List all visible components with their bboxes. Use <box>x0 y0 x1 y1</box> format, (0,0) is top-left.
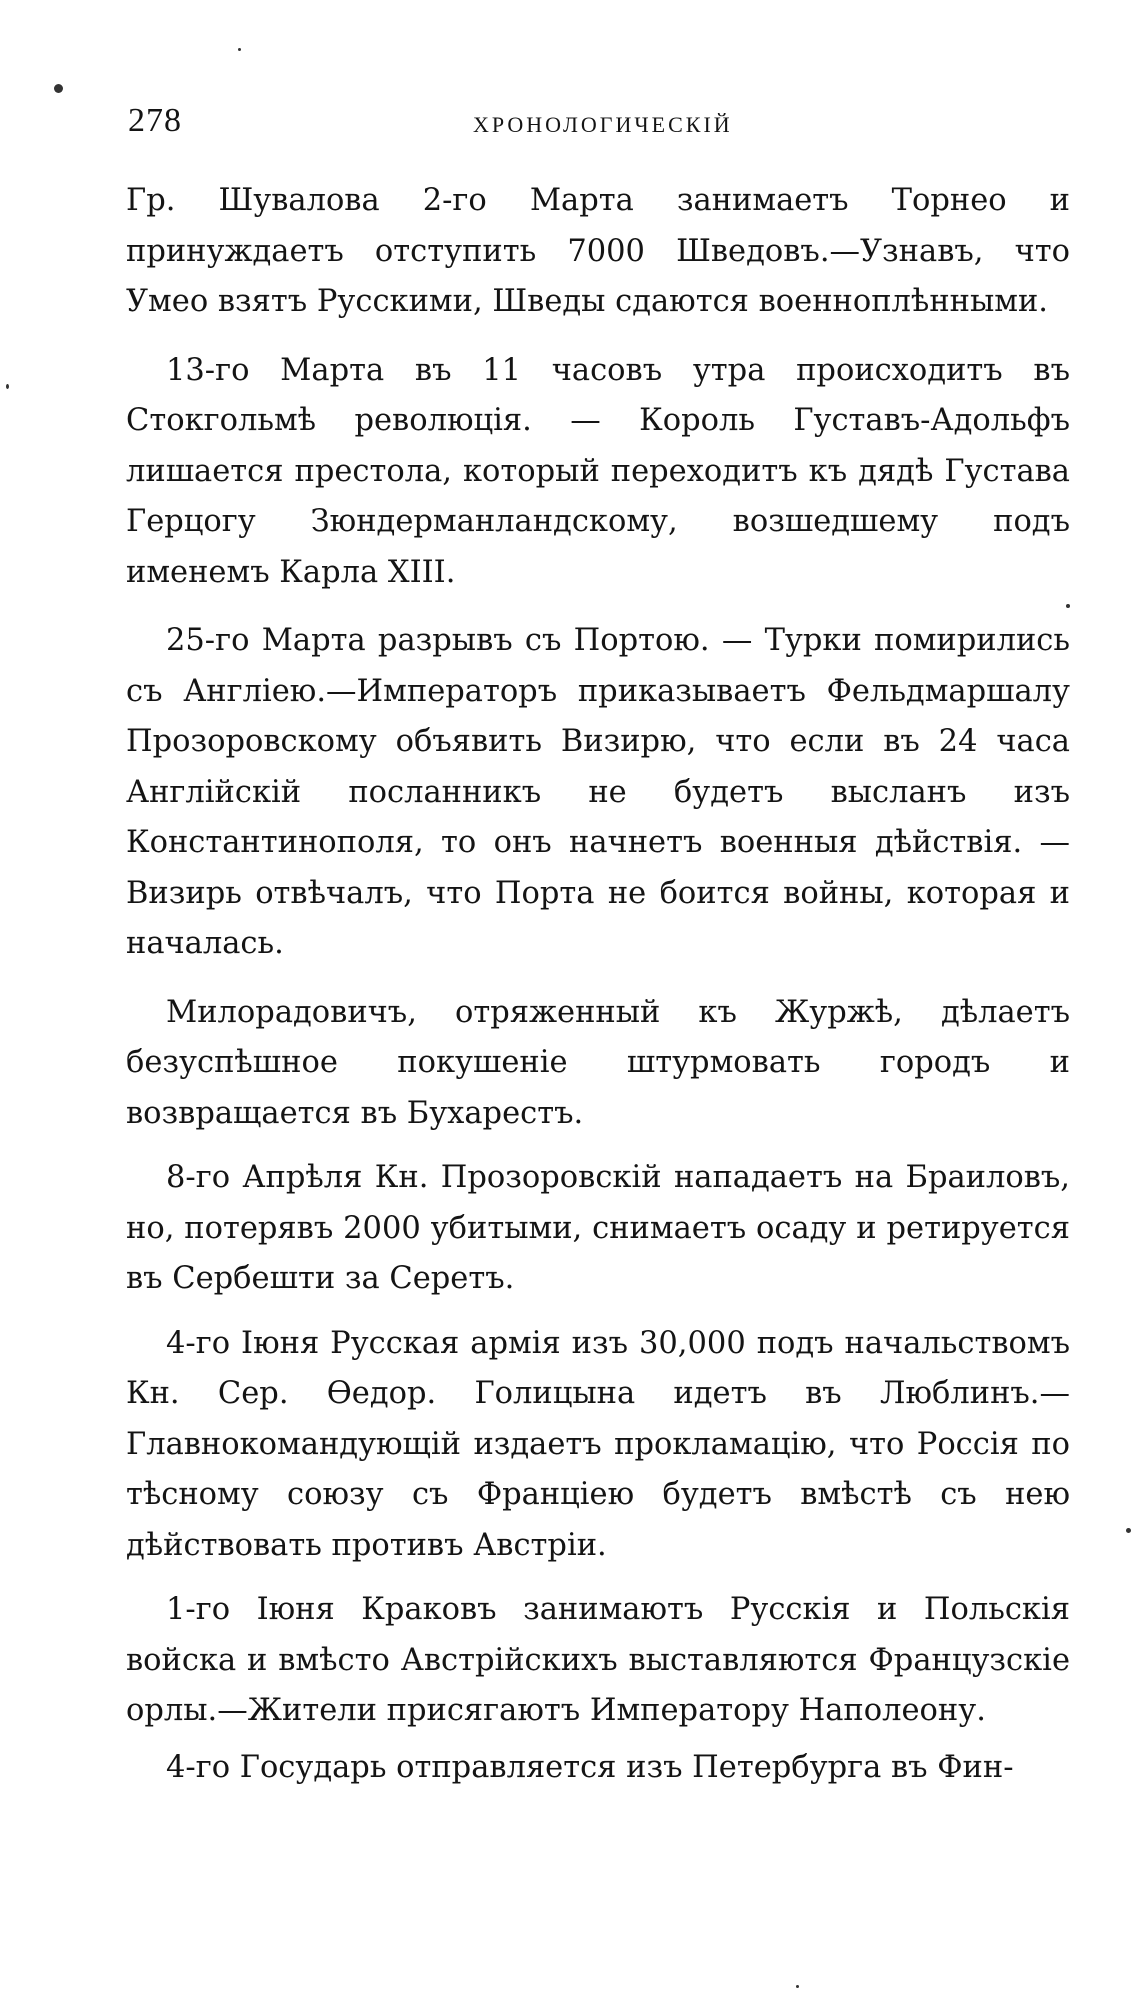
page-header <box>128 100 1068 160</box>
ink-speck <box>6 384 9 389</box>
paragraph-1: Гр. Шувалова 2-го Марта занимаетъ Торнео и принуждаетъ отступить 7000 Шведовъ.—Узнавъ, что Умео взятъ Русскими, Шведы сдаются военноплѣнными. <box>126 183 1070 319</box>
paragraph-7: 1-го Іюня Краковъ занимаютъ Русскія и Польскія войска и вмѣсто Австрійскихъ выставляются Французскіе орлы.—Жители присягаютъ Императору Наполеону. <box>126 1592 1070 1728</box>
paragraph-4: Милорадовичъ, отряженный къ Журжѣ, дѣлаетъ безуспѣшное покушеніе штурмовать городъ и возвращается въ Бухарестъ. <box>126 994 1070 1131</box>
ink-speck <box>1126 1528 1131 1533</box>
ink-speck <box>1066 604 1070 608</box>
ink-speck <box>238 48 241 51</box>
paragraph-2: 13-го Марта въ 11 часовъ утра происходитъ въ Стокгольмѣ революція. — Король Густавъ-Адольфъ лишается престола, который переходитъ къ дядѣ Густава Герцогу Зюндерманландскому, возшедшему подъ именемъ Карла XIII. <box>126 352 1070 590</box>
ink-speck <box>54 84 63 93</box>
paragraph-5: 8-го Апрѣля Кн. Прозоровскій нападаетъ на Браиловъ, но, потерявъ 2000 убитыми, снимаетъ осаду и ретируется въ Сербешти за Серетъ. <box>126 1160 1070 1296</box>
page-number: 278 <box>128 102 182 139</box>
paragraph-6: 4-го Іюня Русская армія изъ 30,000 подъ начальствомъ Кн. Сер. Ѳедор. Голицына идетъ въ Люблинъ.—Главнокомандующій издаетъ прокламацію, что Россія по тѣсному союзу съ Франціею будетъ вмѣстѣ съ нею дѣйствовать противъ Австріи. <box>126 1325 1070 1563</box>
paragraph-8: 4-го Государь отправляется изъ Петербурга въ Фин- <box>166 1749 1014 1785</box>
paragraph-3: 25-го Марта разрывъ съ Портою. — Турки помирились съ Англіею.—Императоръ приказываетъ Фельдмаршалу Прозоровскому объявить Визирю, что если въ 24 часа Англійскій посланникъ не будетъ высланъ изъ Константинополя, то онъ начнетъ военныя дѣйствія. — Визирь отвѣчалъ, что Порта не боится войны, которая и началась. <box>126 623 1070 961</box>
ink-speck <box>796 1985 799 1988</box>
running-head: ХРОНОЛОГИЧЕСКІЙ <box>473 112 733 137</box>
body-text <box>126 176 1070 1793</box>
